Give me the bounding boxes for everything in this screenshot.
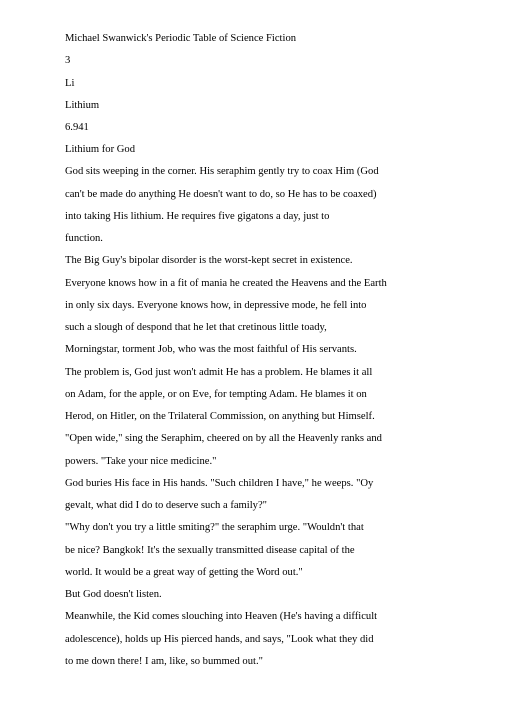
body-line: God sits weeping in the corner. His seraphim gently try to coax Him (God bbox=[65, 166, 379, 177]
body-line: Herod, on Hitler, on the Trilateral Commission, on anything but Himself. bbox=[65, 411, 375, 422]
body-line: adolescence), holds up His pierced hands, and says, "Look what they did bbox=[65, 634, 374, 645]
element-symbol: Li bbox=[65, 78, 75, 89]
body-line: on Adam, for the apple, or on Eve, for tempting Adam. He blames it on bbox=[65, 389, 367, 400]
body-line: can't be made do anything He doesn't want to do, so He has to be coaxed) bbox=[65, 189, 377, 200]
body-line: "Why don't you try a little smiting?" the seraphim urge. "Wouldn't that bbox=[65, 522, 364, 533]
body-line: powers. "Take your nice medicine." bbox=[65, 456, 217, 467]
body-line: "Open wide," sing the Seraphim, cheered on by all the Heavenly ranks and bbox=[65, 433, 382, 444]
body-line: But God doesn't listen. bbox=[65, 589, 162, 600]
body-line: function. bbox=[65, 233, 103, 244]
body-line: be nice? Bangkok! It's the sexually transmitted disease capital of the bbox=[65, 545, 355, 556]
story-title: Lithium for God bbox=[65, 144, 136, 155]
body-line: to me down there! I am, like, so bummed out." bbox=[65, 656, 263, 667]
body-line: world. It would be a great way of getting the Word out." bbox=[65, 567, 303, 578]
body-line: such a slough of despond that he let that cretinous little toady, bbox=[65, 322, 327, 333]
document-title: Michael Swanwick's Periodic Table of Science Fiction bbox=[65, 33, 297, 44]
element-name: Lithium bbox=[65, 100, 100, 111]
body-line: God buries His face in His hands. "Such children I have," he weeps. "Oy bbox=[65, 478, 374, 489]
body-line: gevalt, what did I do to deserve such a family?" bbox=[65, 500, 268, 511]
body-line: into taking His lithium. He requires five gigatons a day, just to bbox=[65, 211, 330, 222]
body-line: The Big Guy's bipolar disorder is the worst-kept secret in existence. bbox=[65, 255, 353, 266]
atomic-number: 3 bbox=[65, 55, 71, 66]
atomic-weight: 6.941 bbox=[65, 122, 89, 133]
body-line: Meanwhile, the Kid comes slouching into Heaven (He's having a difficult bbox=[65, 611, 378, 622]
body-line: Everyone knows how in a fit of mania he created the Heavens and the Earth bbox=[65, 278, 387, 289]
body-line: Morningstar, torment Job, who was the most faithful of His servants. bbox=[65, 344, 357, 355]
body-line: The problem is, God just won't admit He has a problem. He blames it all bbox=[65, 367, 373, 378]
body-line: in only six days. Everyone knows how, in depressive mode, he fell into bbox=[65, 300, 367, 311]
